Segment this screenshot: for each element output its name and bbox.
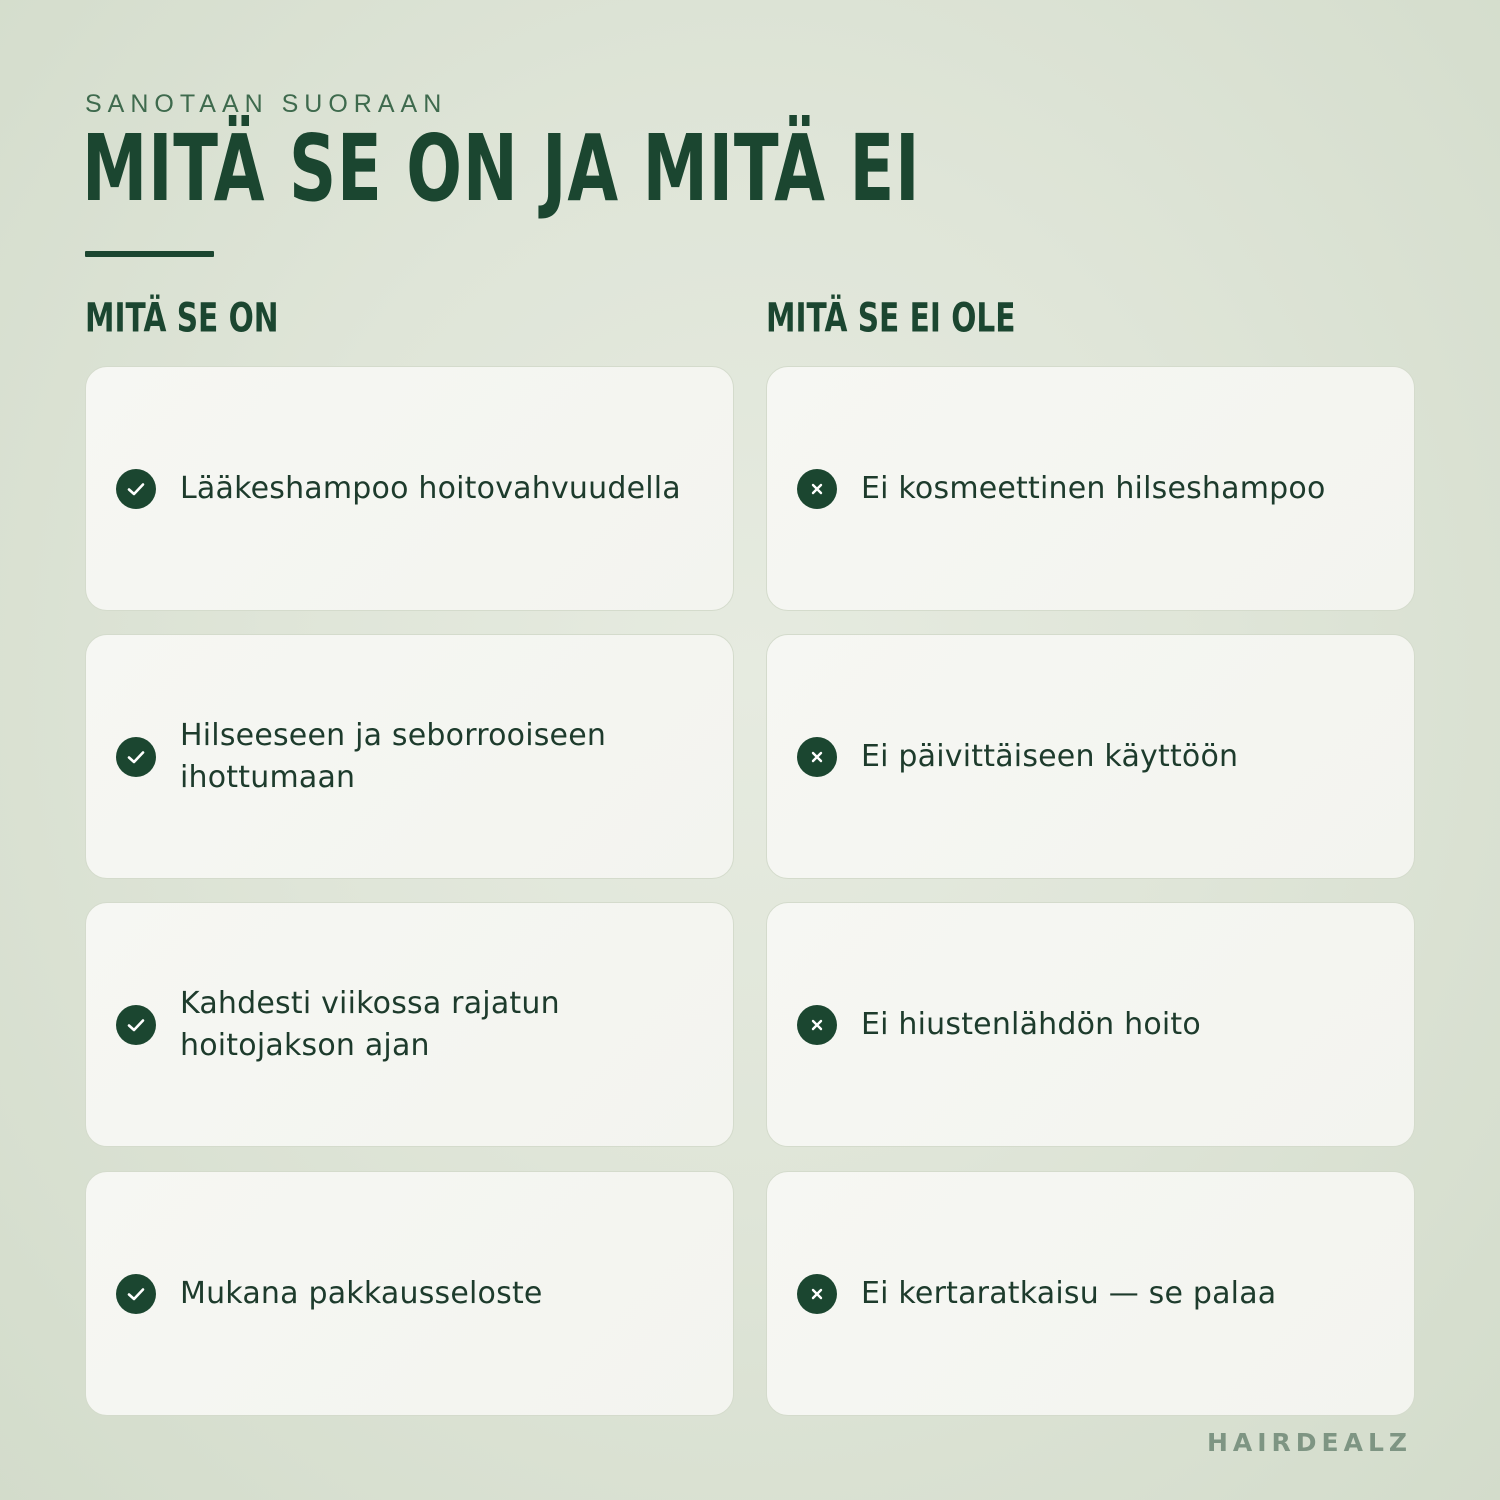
- is-item-text: Kahdesti viikossa rajatun hoitojakson ajan: [180, 985, 560, 1063]
- is-not-item-text: Ei kertaratkaisu — se palaa: [861, 1275, 1277, 1311]
- check-icon: [116, 737, 156, 777]
- is-card: [85, 902, 734, 1147]
- is-not-card: [766, 366, 1415, 611]
- column-heading-is-not: MITÄ SE EI OLE: [766, 294, 1016, 342]
- is-not-item-text: Ei päivittäiseen käyttöön: [861, 738, 1239, 774]
- check-icon: [116, 469, 156, 509]
- check-icon: [116, 1005, 156, 1045]
- is-card: [85, 634, 734, 879]
- x-icon: [797, 469, 837, 509]
- is-item-text: Mukana pakkausseloste: [180, 1275, 543, 1311]
- eyebrow: SANOTAAN SUORAAN: [85, 90, 448, 118]
- x-icon: [797, 1005, 837, 1045]
- page-title: MITÄ SE ON JA MITÄ EI: [82, 116, 921, 223]
- is-card: [85, 1171, 734, 1416]
- x-icon: [797, 1274, 837, 1314]
- check-icon: [116, 1274, 156, 1314]
- is-not-card: [766, 634, 1415, 879]
- is-card: [85, 366, 734, 611]
- is-not-item-text: Ei hiustenlähdön hoito: [861, 1006, 1201, 1042]
- x-icon: [797, 737, 837, 777]
- title-divider: [85, 251, 214, 257]
- is-not-item-text: Ei kosmeettinen hilseshampoo: [861, 470, 1326, 506]
- is-item-text: Hilseeseen ja seborrooiseen ihottumaan: [180, 717, 607, 795]
- column-heading-is: MITÄ SE ON: [85, 294, 279, 342]
- is-item-text: Lääkeshampoo hoitovahvuudella: [180, 470, 681, 506]
- is-not-card: [766, 902, 1415, 1147]
- brand-wordmark: HAIRDEALZ: [1206, 1428, 1412, 1457]
- is-not-card: [766, 1171, 1415, 1416]
